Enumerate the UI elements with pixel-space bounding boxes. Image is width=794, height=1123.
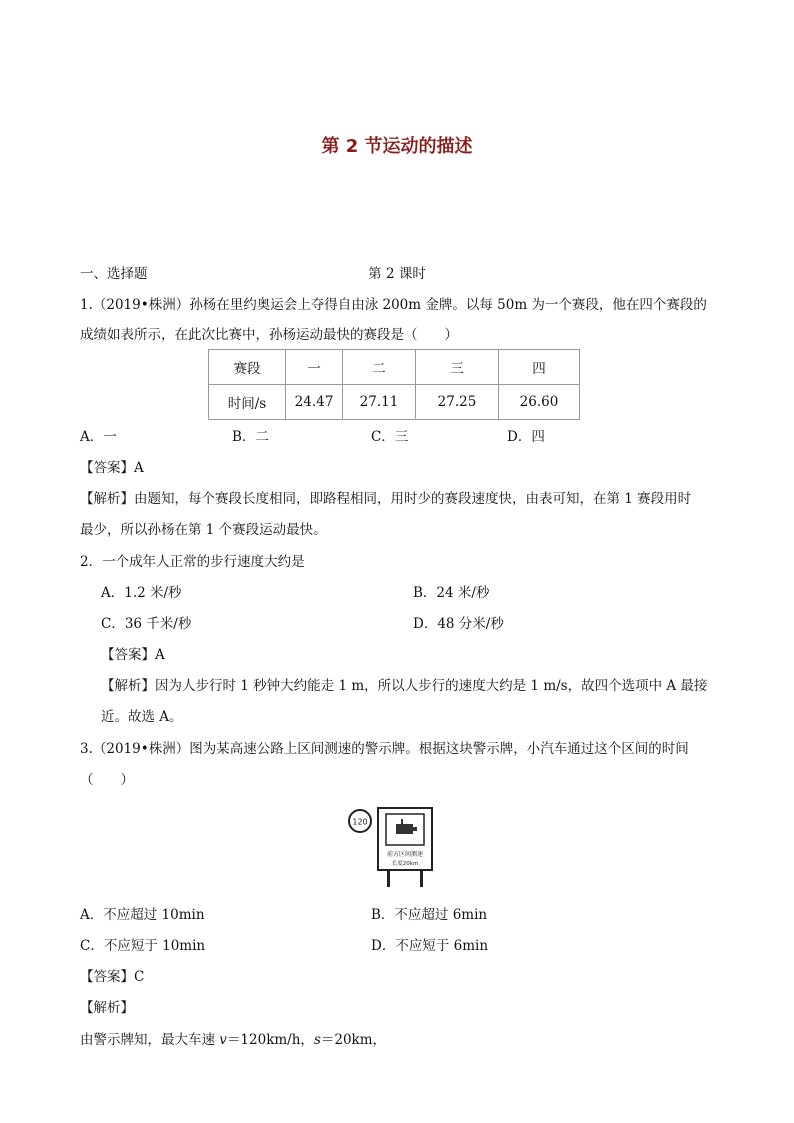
q3-stem-line2: （ ） xyxy=(80,772,134,788)
q2-option-c: C．36 千米/秒 xyxy=(101,616,192,632)
sign-text-line1: 前方区间测速 xyxy=(386,851,424,858)
q3-option-a: A．不应超过 10min xyxy=(80,907,205,923)
velocity-value: ＝120km/h， xyxy=(226,1032,314,1048)
q1-analysis-line2: 最少，所以孙杨在第 1 个赛段运动最快。 xyxy=(80,522,327,538)
q1-stem-line1: 1.（2019•株洲）孙杨在里约奥运会上夺得自由泳 200m 金牌。以每 50m 为一个赛段，他在四个赛段的 xyxy=(80,297,707,313)
q3-option-c: C．不应短于 10min xyxy=(80,938,206,954)
q2-stem: 2．一个成年人正常的步行速度大约是 xyxy=(80,554,305,570)
q1-option-b: B．二 xyxy=(232,429,269,445)
velocity-symbol: v xyxy=(219,1032,227,1048)
q2-analysis-line1: 【解析】因为人步行时 1 秒钟大约能走 1 m，所以人步行的速度大约是 1 m/s，故四个选项中 A 最接 xyxy=(101,678,708,694)
distance-symbol: s xyxy=(313,1032,321,1048)
speed-warning-sign-figure xyxy=(345,806,440,888)
sign-post-left xyxy=(387,870,390,887)
table-header-cell: 一 xyxy=(286,350,343,385)
q1-option-d: D．四 xyxy=(507,429,545,445)
q2-analysis-line2: 近。故选 A。 xyxy=(101,709,183,725)
section-heading: 一、选择题 xyxy=(80,266,148,282)
q1-option-a: A．一 xyxy=(80,429,117,445)
q1-answer: 【答案】A xyxy=(80,460,144,476)
table-cell: 24.47 xyxy=(286,385,343,420)
table-header-cell: 三 xyxy=(416,350,499,385)
table-header-cell: 四 xyxy=(499,350,580,385)
table-cell: 27.11 xyxy=(343,385,416,420)
q3-analysis-prefix: 由警示牌知，最大车速 xyxy=(80,1032,220,1048)
q2-answer: 【答案】A xyxy=(101,647,165,663)
q3-option-b: B．不应超过 6min xyxy=(371,907,488,923)
page-title: 第 2 节运动的描述 xyxy=(321,136,473,157)
table-row-label: 时间/s xyxy=(209,385,286,420)
q2-option-b: B．24 米/秒 xyxy=(413,585,490,601)
q2-option-a: A．1.2 米/秒 xyxy=(101,585,182,601)
table-cell: 27.25 xyxy=(416,385,499,420)
q1-stem-line2: 成绩如表所示，在此次比赛中，孙杨运动最快的赛段是（ ） xyxy=(80,327,458,343)
q3-stem-line1: 3.（2019•株洲）图为某高速公路上区间测速的警示牌。根据这块警示牌，小汽车通过这个区间的时间 xyxy=(80,741,689,757)
q3-option-d: D．不应短于 6min xyxy=(371,938,489,954)
q3-analysis-line1 xyxy=(80,1031,386,1049)
sign-post-right xyxy=(420,870,423,887)
sign-text-line2: 长度20km xyxy=(391,861,419,867)
lesson-subtitle: 第 2 课时 xyxy=(368,266,426,282)
distance-value: ＝20km， xyxy=(320,1032,387,1048)
speed-limit-text: 120 xyxy=(352,817,368,827)
q1-table xyxy=(208,349,580,420)
q3-analysis-heading: 【解析】 xyxy=(80,1000,134,1016)
table-header-row xyxy=(209,350,580,385)
q3-answer: 【答案】C xyxy=(80,969,145,985)
table-header-cell: 二 xyxy=(343,350,416,385)
q1-analysis-line1: 【解析】由题知，每个赛段长度相同，即路程相同，用时少的赛段速度快，由表可知，在第 1 赛段用时 xyxy=(80,491,692,507)
table-row xyxy=(209,385,580,420)
table-cell: 26.60 xyxy=(499,385,580,420)
q2-option-d: D．48 分米/秒 xyxy=(413,616,504,632)
table-header-cell: 赛段 xyxy=(209,350,286,385)
q1-option-c: C．三 xyxy=(371,429,409,445)
